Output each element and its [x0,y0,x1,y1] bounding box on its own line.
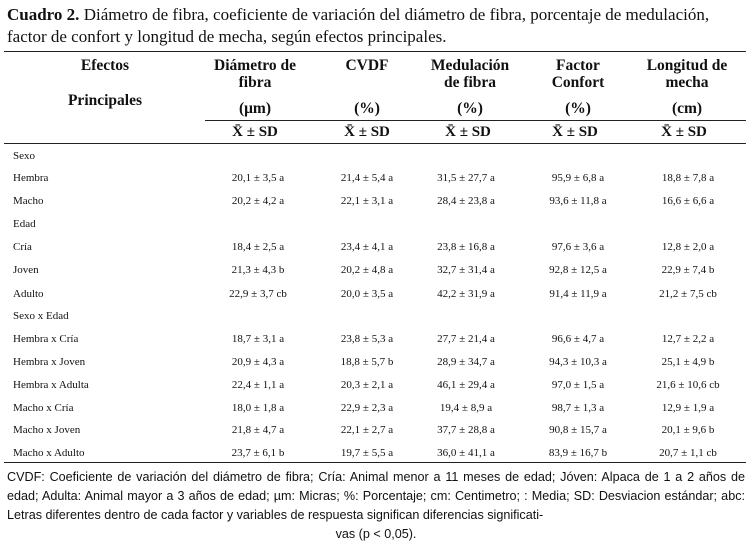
header-staple-length-line1: Longitud de [646,57,728,74]
table-cell: 31,5 ± 27,7 a [437,172,495,184]
table-cell: 94,3 ± 10,3 a [549,356,607,368]
header-bottom-rule [4,143,746,144]
header-cvdf [317,57,417,117]
table-cell: 97,6 ± 3,6 a [551,241,605,253]
table-cell: 32,7 ± 31,4 a [437,264,495,276]
table-cell: 21,4 ± 5,4 a [340,172,394,184]
row-label: Sexo x Edad [13,310,69,322]
table-cell: 37,7 ± 28,8 a [437,424,495,436]
table-cell: 96,6 ± 4,7 a [551,333,605,345]
stat-fiber-diameter: X̄ ± SD [232,124,278,140]
header-medullation [415,57,525,117]
table-cell: 20,2 ± 4,2 a [231,195,285,207]
table-cell: 19,7 ± 5,5 a [340,447,394,459]
table-cell: 18,0 ± 1,8 a [231,402,285,414]
table-cell: 21,3 ± 4,3 b [231,264,285,276]
table-cell: 19,4 ± 8,9 a [439,402,493,414]
footnote-last: vas (p < 0,05). [335,527,417,541]
header-comfort-factor [528,57,628,117]
header-effects [40,57,170,109]
table-cell: 20,7 ± 1,1 cb [659,447,717,459]
table-cell: 36,0 ± 41,1 a [437,447,495,459]
table-cell: 83,9 ± 16,7 b [548,447,608,459]
table-cell: 18,8 ± 7,8 a [661,172,715,184]
table-cell: 20,3 ± 2,1 a [340,379,394,391]
table-cell: 20,1 ± 9,6 b [661,424,715,436]
footnote [7,468,745,544]
table-cell: 28,4 ± 23,8 a [437,195,495,207]
row-label: Edad [13,218,36,230]
table-cell: 42,2 ± 31,9 a [437,288,495,300]
header-fiber-diameter-unit: (μm) [238,100,272,117]
table-cell: 21,6 ± 10,6 cb [656,379,720,391]
table-cell: 23,7 ± 6,1 b [231,447,285,459]
header-fiber-diameter-line2: fibra [238,74,272,91]
stat-rule [205,120,746,121]
stat-cvdf: X̄ ± SD [344,124,390,140]
header-staple-length [628,57,746,117]
header-effects-line3: Principales [67,92,143,109]
header-effects-line1: Efectos [80,57,130,74]
row-label: Hembra x Cría [13,333,79,345]
table-cell: 18,4 ± 2,5 a [231,241,285,253]
table-cell: 20,9 ± 4,3 a [231,356,285,368]
row-label: Cría [13,241,32,253]
header-cvdf-line1: CVDF [345,57,389,74]
table-cell: 21,8 ± 4,7 a [231,424,285,436]
bottom-rule [4,462,746,463]
table-caption [7,4,745,48]
table-cell: 21,2 ± 7,5 cb [659,288,717,300]
table-cell: 18,8 ± 5,7 b [340,356,394,368]
table-cell: 22,1 ± 3,1 a [340,195,394,207]
row-label: Hembra [13,172,49,184]
stat-staple-length: X̄ ± SD [661,124,707,140]
table-cell: 23,8 ± 16,8 a [437,241,495,253]
table-cell: 18,7 ± 3,1 a [231,333,285,345]
table-cell: 93,6 ± 11,8 a [549,195,607,207]
header-comfort-factor-line2: Confort [551,74,605,91]
header-fiber-diameter [195,57,315,117]
caption-text: Diámetro de fibra, coeficiente de variación del diámetro de fibra, porcentaje de medulación, factor de confort y longitud de mecha, según efectos principales. [7,5,710,46]
row-label: Macho x Joven [13,424,81,436]
table-cell: 22,9 ± 3,7 cb [229,288,287,300]
caption-label: Cuadro 2. [7,5,80,24]
row-label: Macho x Cría [13,402,74,414]
row-label: Joven [13,264,39,276]
stat-comfort-factor: X̄ ± SD [552,124,598,140]
row-label: Macho x Adulto [13,447,85,459]
stat-medullation: X̄ ± SD [445,124,491,140]
header-staple-length-line2: mecha [665,74,709,91]
table-cell: 22,9 ± 7,4 b [661,264,715,276]
table-cell: 20,0 ± 3,5 a [340,288,394,300]
footnote-main: CVDF: Coeficiente de variación del diámetro de fibra; Cría: Animal menor a 11 meses de edad; Jóven: Alpaca de 1 a 2 años de edad; Adulta: Animal mayor a 3 años de edad; µm: Micras; %: Porcentaje; cm: Centimetro; : Media; SD: Desviacion estándar; abc: Letras diferentes dentro de cada factor y variables de respuesta significan diferencias significati- [7,470,745,522]
table-cell: 20,2 ± 4,8 a [340,264,394,276]
table-cell: 16,6 ± 6,6 a [661,195,715,207]
table-cell: 97,0 ± 1,5 a [551,379,605,391]
table-cell: 23,8 ± 5,3 a [340,333,394,345]
header-medullation-line2: de fibra [443,74,497,91]
header-staple-length-unit: (cm) [671,100,703,117]
header-comfort-factor-unit: (%) [565,100,591,117]
row-label: Hembra x Joven [13,356,86,368]
table-cell: 90,8 ± 15,7 a [549,424,607,436]
top-rule [4,51,746,52]
table-cell: 22,1 ± 2,7 a [340,424,394,436]
table-cell: 12,7 ± 2,2 a [661,333,715,345]
table-cell: 22,9 ± 2,3 a [340,402,394,414]
table-cell: 22,4 ± 1,1 a [231,379,285,391]
header-fiber-diameter-line1: Diámetro de [214,57,296,74]
table-cell: 46,1 ± 29,4 a [437,379,495,391]
table-cell: 28,9 ± 34,7 a [437,356,495,368]
header-comfort-factor-line1: Factor [556,57,600,74]
table-cell: 12,8 ± 2,0 a [661,241,715,253]
table-cell: 23,4 ± 4,1 a [340,241,394,253]
table-cell: 95,9 ± 6,8 a [551,172,605,184]
table-cell: 27,7 ± 21,4 a [437,333,495,345]
table-cell: 20,1 ± 3,5 a [231,172,285,184]
row-label: Hembra x Adulta [13,379,89,391]
row-label: Macho [13,195,44,207]
table-cell: 98,7 ± 1,3 a [551,402,605,414]
table-cell: 92,8 ± 12,5 a [549,264,607,276]
table-cell: 12,9 ± 1,9 a [661,402,715,414]
row-label: Sexo [13,150,35,162]
header-medullation-unit: (%) [457,100,483,117]
table-cell: 25,1 ± 4,9 b [661,356,715,368]
header-medullation-line1: Medulación [430,57,510,74]
table-cell: 91,4 ± 11,9 a [549,288,607,300]
row-label: Adulto [13,288,44,300]
header-cvdf-unit: (%) [354,100,380,117]
